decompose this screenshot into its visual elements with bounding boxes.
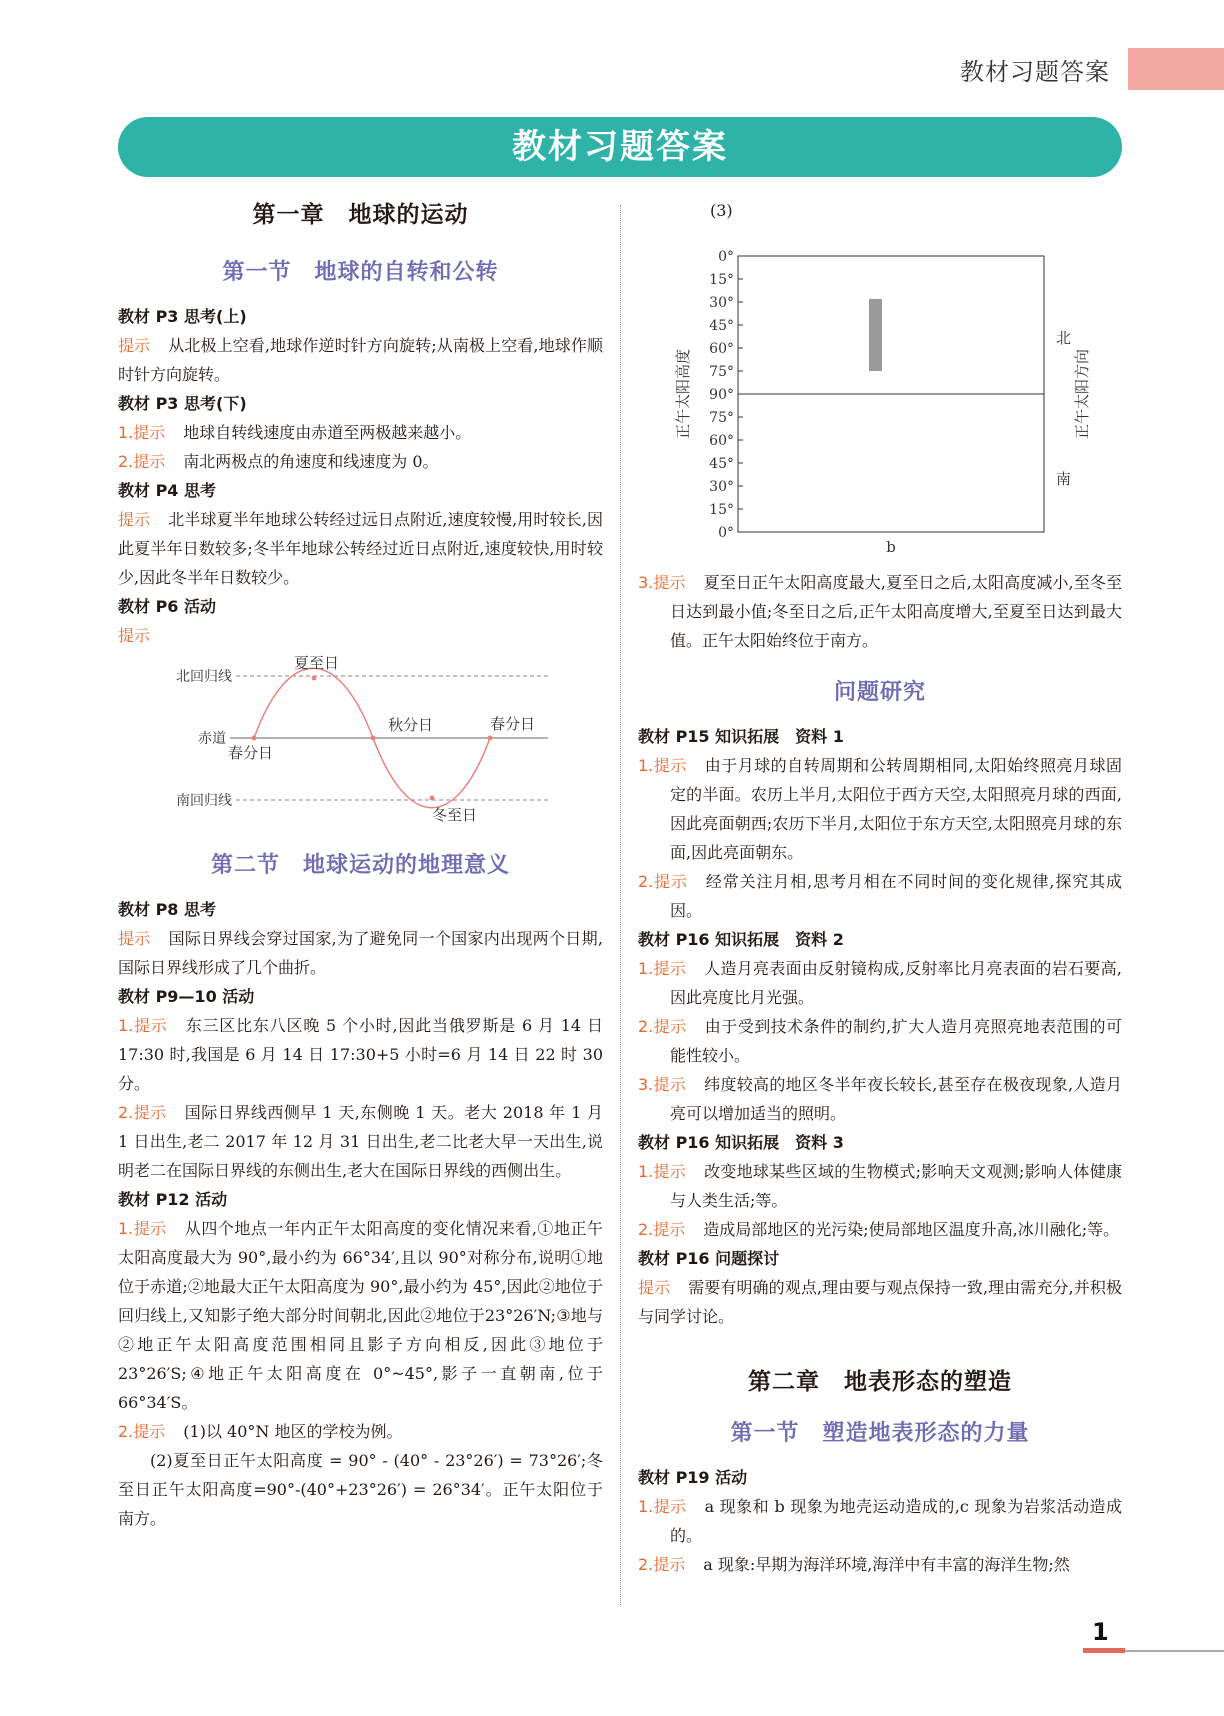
header-tab-decoration bbox=[1128, 48, 1224, 90]
section-title: 第二节 地球运动的地理意义 bbox=[210, 853, 510, 878]
section-title: 问题研究 bbox=[833, 680, 926, 705]
y-tick-label: 15° bbox=[709, 502, 734, 518]
answer-paragraph: 2.提示 造成局部地区的光污染;使局部地区温度升高,冰川融化;等。 bbox=[638, 1220, 1120, 1239]
x-axis-label: b bbox=[886, 538, 896, 556]
sun-direction-label: 正午太阳方向 bbox=[1073, 348, 1091, 440]
running-head: 教材习题答案 bbox=[960, 58, 1110, 86]
exercise-heading: 教材 P3 思考(下) bbox=[118, 394, 247, 413]
y-tick-label: 0° bbox=[718, 525, 734, 541]
equator-label: 赤道 bbox=[198, 731, 226, 747]
exercise-heading: 教材 P16 知识拓展 资料 2 bbox=[638, 930, 844, 949]
exercise-heading: 教材 P8 思考 bbox=[118, 900, 217, 919]
answer-paragraph: 1.提示 从四个地点一年内正午太阳高度的变化情况来看,①地正午太阳高度最大为 90°,最小约为 66°34′,且以 90°对称分布,说明①地位于赤道;②地最大正午太阳高度为 90°,最小约为 45°,因此②地位于回归线上,又知影子绝大部分时间朝北,因此②地位于23°26′N;③地与②地正午太阳高度范围相同且影子方向相反,因此③地位于 23°26′S;④地正午太阳高度在 0°~45°,影子一直朝南,位于 66°34′S。 bbox=[118, 1219, 603, 1412]
altitude-range-bar bbox=[869, 299, 882, 371]
y-tick-label: 75° bbox=[709, 410, 734, 426]
answer-paragraph: 1.提示 改变地球某些区域的生物模式;影响天文观测;影响人体健康与人类生活;等。 bbox=[638, 1162, 1122, 1210]
answer-paragraph: 1.提示 人造月亮表面由反射镜构成,反射率比月亮表面的岩石要高,因此亮度比月光强。 bbox=[638, 959, 1122, 1007]
noon-sun-altitude-chart bbox=[638, 225, 1122, 560]
answer-paragraph: 1.提示 由于月球的自转周期和公转周期相同,太阳始终照亮月球固定的半面。农历上半月,太阳位于西方天空,太阳照亮月球的西面,因此亮面朝西;农历下半月,太阳位于东方天空,太阳照亮月球的东面,因此亮面朝东。 bbox=[638, 756, 1122, 862]
exercise-heading: 教材 P6 活动 bbox=[118, 597, 217, 616]
answer-paragraph: 2.提示 a 现象:早期为海洋环境,海洋中有丰富的海洋生物;然 bbox=[638, 1555, 1070, 1574]
exercise-heading: 教材 P19 活动 bbox=[638, 1468, 748, 1487]
y-tick-label: 90° bbox=[709, 387, 734, 403]
south-tropic-label: 南回归线 bbox=[176, 793, 232, 809]
footer-rule bbox=[1125, 1650, 1224, 1652]
exercise-heading: 教材 P12 活动 bbox=[118, 1190, 228, 1209]
exercise-heading: 教材 P9—10 活动 bbox=[118, 987, 255, 1006]
chapter-title: 第二章 地表形态的塑造 bbox=[748, 1369, 1012, 1395]
north-label: 北 bbox=[1056, 329, 1072, 347]
figure-label: (3) bbox=[710, 201, 733, 220]
section-title: 第一节 地球的自转和公转 bbox=[222, 260, 499, 285]
page-number-underline bbox=[1083, 1648, 1125, 1653]
y-tick-label: 30° bbox=[709, 295, 734, 311]
winter-solstice-label: 冬至日 bbox=[432, 806, 478, 824]
solar-declination-diagram bbox=[118, 650, 603, 840]
tip-label: 提示 bbox=[118, 336, 151, 355]
answer-paragraph: 1.提示 a 现象和 b 现象为地壳运动造成的,c 现象为岩浆活动造成的。 bbox=[638, 1497, 1122, 1545]
y-tick-label: 30° bbox=[709, 479, 734, 495]
exercise-heading: 教材 P15 知识拓展 资料 1 bbox=[638, 727, 844, 746]
spring-equinox-label: 春分日 bbox=[228, 744, 274, 762]
page-number: 1 bbox=[1092, 1618, 1109, 1646]
chapter-title: 第一章 地球的运动 bbox=[252, 202, 469, 228]
y-tick-label: 60° bbox=[709, 341, 734, 357]
answer-paragraph: 2.提示 由于受到技术条件的制约,扩大人造月亮照亮地表范围的可能性较小。 bbox=[638, 1017, 1122, 1065]
answer-paragraph: 2.提示 经常关注月相,思考月相在不同时间的变化规律,探究其成因。 bbox=[638, 872, 1122, 920]
exercise-heading: 教材 P16 问题探讨 bbox=[638, 1249, 780, 1268]
page-title: 教材习题答案 bbox=[118, 117, 1122, 177]
answer-paragraph: 1.提示 东三区比东八区晚 5 个小时,因此当俄罗斯是 6 月 14 日 17:30 时,我国是 6 月 14 日 17:30+5 小时=6 月 14 日 22 时 30 分。 bbox=[118, 1016, 603, 1093]
answer-paragraph: 提示 bbox=[118, 626, 151, 645]
answer-paragraph: 3.提示 纬度较高的地区冬半年夜长较长,甚至存在极夜现象,人造月亮可以增加适当的照明。 bbox=[638, 1075, 1122, 1123]
answer-paragraph: 提示 北半球夏半年地球公转经过远日点附近,速度较慢,用时较长,因此夏半年日数较多;冬半年地球公转经过近日点附近,速度较快,用时较少,因此冬半年日数较少。 bbox=[118, 510, 603, 587]
y-tick-label: 60° bbox=[709, 433, 734, 449]
answer-paragraph: 2.提示 南北两极点的角速度和线速度为 0。 bbox=[118, 452, 439, 471]
y-tick-label: 75° bbox=[709, 364, 734, 380]
north-tropic-label: 北回归线 bbox=[176, 669, 232, 685]
answer-paragraph: 3.提示 夏至日正午太阳高度最大,夏至日之后,太阳高度减小,至冬至日达到最小值;冬至日之后,正午太阳高度增大,至夏至日达到最大值。正午太阳始终位于南方。 bbox=[638, 573, 1122, 650]
answer-paragraph: 提示 需要有明确的观点,理由要与观点保持一致,理由需充分,并积极与同学讨论。 bbox=[638, 1278, 1122, 1326]
y-tick-label: 15° bbox=[709, 272, 734, 288]
exercise-heading: 教材 P3 思考(上) bbox=[118, 307, 247, 326]
y-tick-label: 45° bbox=[709, 456, 734, 472]
south-label: 南 bbox=[1056, 470, 1072, 488]
exercise-heading: 教材 P16 知识拓展 资料 3 bbox=[638, 1133, 844, 1152]
y-tick-label: 0° bbox=[718, 249, 734, 265]
right-column bbox=[638, 196, 1122, 1579]
answer-paragraph: 提示 国际日界线会穿过国家,为了避免同一个国家内出现两个日期,国际日界线形成了几个曲折。 bbox=[118, 929, 603, 977]
summer-solstice-label: 夏至日 bbox=[294, 654, 340, 672]
answer-paragraph: (2)夏至日正午太阳高度 = 90° - (40° - 23°26′) = 73°26′;冬至日正午太阳高度=90°-(40°+23°26′) = 26°34′。正午太阳位于南方。 bbox=[118, 1451, 603, 1528]
answer-paragraph: 2.提示 国际日界线西侧早 1 天,东侧晚 1 天。老大 2018 年 1 月 1 日出生,老二 2017 年 12 月 31 日出生,老二比老大早一天出生,说明老二在国际日界线的东侧出生,老大在国际日界线的西侧出生。 bbox=[118, 1103, 603, 1180]
spring-equinox-label: 春分日 bbox=[490, 715, 536, 733]
section-title: 第一节 塑造地表形态的力量 bbox=[730, 1421, 1030, 1446]
answer-paragraph: 2.提示 (1)以 40°N 地区的学校为例。 bbox=[118, 1422, 403, 1441]
autumn-equinox-label: 秋分日 bbox=[388, 716, 434, 734]
exercise-heading: 教材 P4 思考 bbox=[118, 481, 217, 500]
left-column bbox=[118, 196, 603, 1533]
answer-paragraph: 提示 从北极上空看,地球作逆时针方向旋转;从南极上空看,地球作顺时针方向旋转。 bbox=[118, 336, 603, 384]
column-divider bbox=[620, 205, 621, 1605]
y-tick-label: 45° bbox=[709, 318, 734, 334]
y-axis-label: 正午太阳高度 bbox=[674, 348, 692, 440]
answer-paragraph: 1.提示 地球自转线速度由赤道至两极越来越小。 bbox=[118, 423, 472, 442]
